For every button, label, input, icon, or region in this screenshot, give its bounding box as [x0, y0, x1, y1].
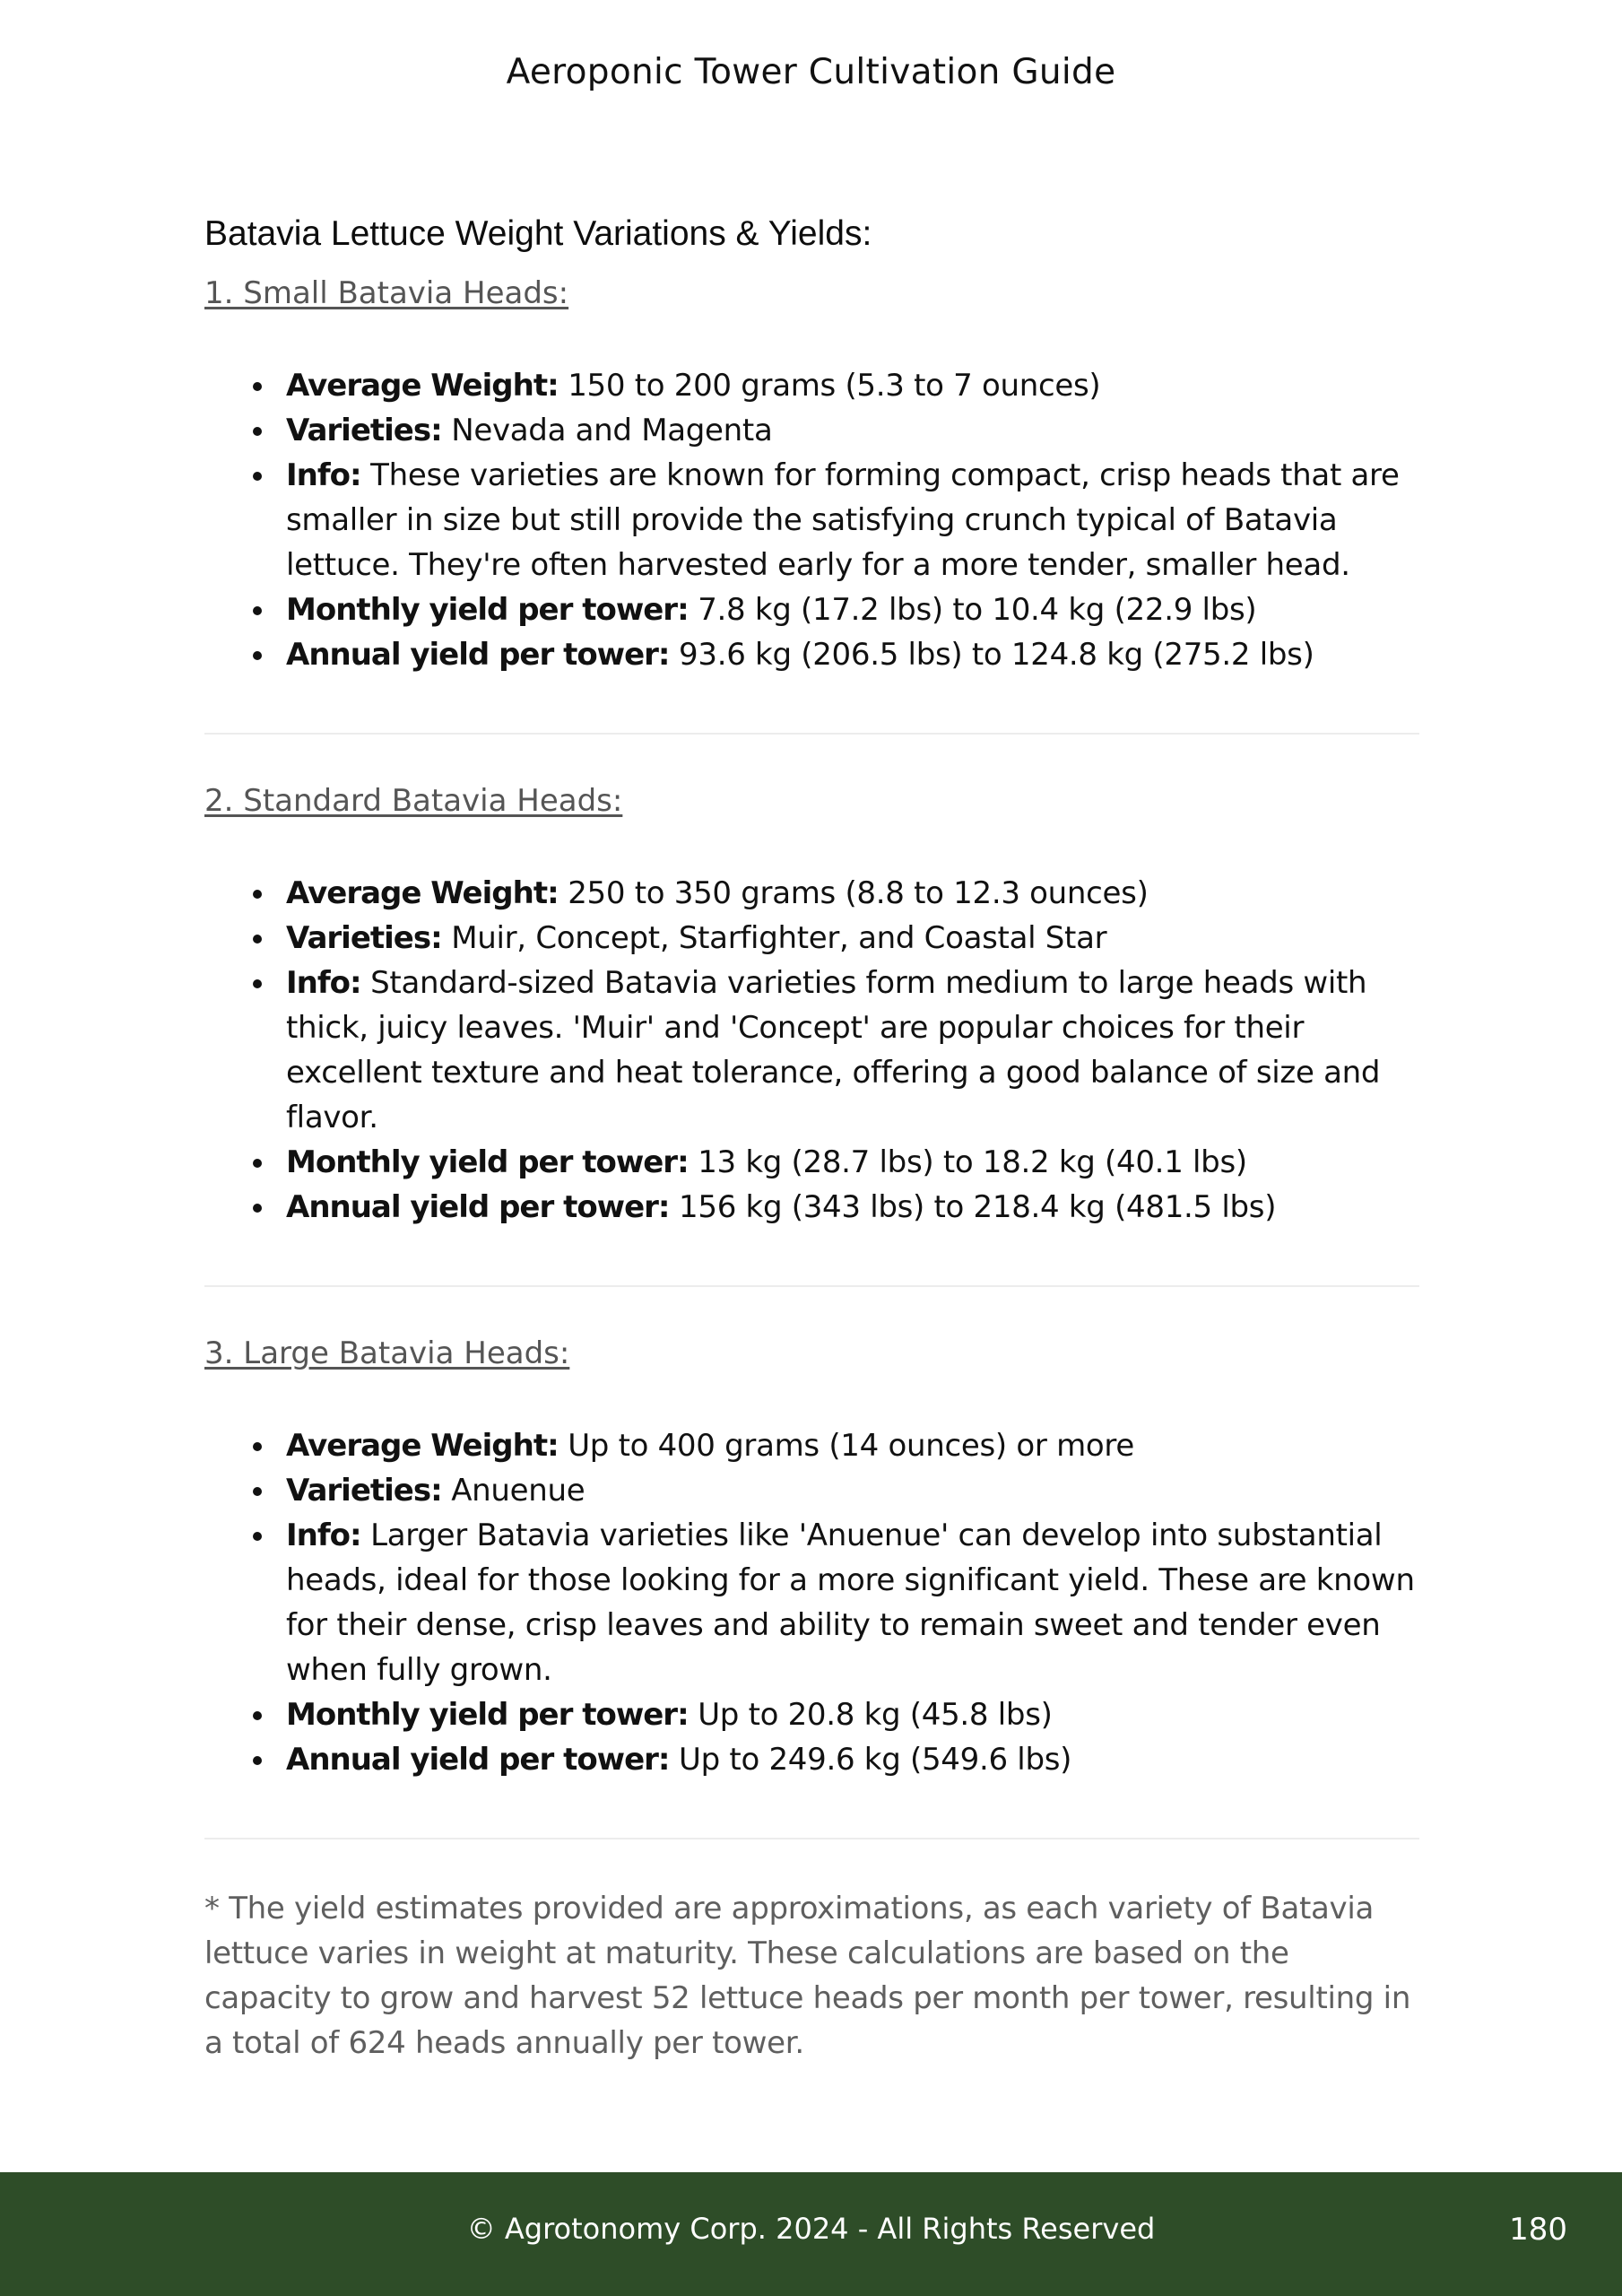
- subsection-title: 2. Standard Batavia Heads:: [204, 782, 623, 819]
- detail-item-varieties: [204, 916, 1419, 961]
- detail-value: 150 to 200 grams (5.3 to 7 ounces): [568, 367, 1101, 404]
- footer-copyright: © Agrotonomy Corp. 2024 - All Rights Reserved: [466, 2212, 1156, 2246]
- detail-label: Monthly yield per tower:: [286, 1697, 689, 1734]
- detail-item-monthly-yield: [204, 1692, 1419, 1737]
- subsection-small-heads: [204, 274, 1419, 677]
- detail-label: Annual yield per tower:: [286, 636, 670, 673]
- detail-list: [204, 363, 1419, 677]
- detail-value: 250 to 350 grams (8.8 to 12.3 ounces): [568, 875, 1149, 912]
- detail-value: 156 kg (343 lbs) to 218.4 kg (481.5 lbs): [679, 1189, 1277, 1226]
- detail-value: 93.6 kg (206.5 lbs) to 124.8 kg (275.2 lbs): [679, 636, 1314, 673]
- detail-item-monthly-yield: [204, 587, 1419, 632]
- detail-item-annual-yield: [204, 632, 1419, 677]
- detail-value: 13 kg (28.7 lbs) to 18.2 kg (40.1 lbs): [698, 1144, 1247, 1181]
- detail-label: Annual yield per tower:: [286, 1742, 670, 1779]
- divider: [204, 1285, 1419, 1287]
- detail-label: Info:: [286, 1518, 361, 1554]
- detail-label: Varieties:: [286, 412, 442, 448]
- detail-label: Average Weight:: [286, 1428, 559, 1465]
- section-heading: Batavia Lettuce Weight Variations & Yields:: [204, 214, 872, 253]
- detail-item-annual-yield: [204, 1185, 1419, 1230]
- detail-label: Average Weight:: [286, 367, 559, 404]
- detail-value: Up to 249.6 kg (549.6 lbs): [679, 1742, 1072, 1779]
- detail-value: Larger Batavia varieties like 'Anuenue' can develop into substantial heads, ideal for those looking for a more significant yield. These are known for their dense, crisp leaves and ability to remain sweet and tender even when fully grown.: [286, 1518, 1415, 1689]
- subsection-large-heads: [204, 1334, 1419, 1782]
- detail-item-average-weight: [204, 363, 1419, 408]
- detail-item-average-weight: [204, 871, 1419, 916]
- detail-value: Muir, Concept, Starfighter, and Coastal Star: [451, 920, 1107, 957]
- subsection-title: 3. Large Batavia Heads:: [204, 1335, 570, 1372]
- detail-label: Annual yield per tower:: [286, 1189, 670, 1226]
- detail-item-varieties: [204, 408, 1419, 453]
- detail-label: Varieties:: [286, 920, 442, 957]
- detail-list: [204, 1423, 1419, 1782]
- detail-item-annual-yield: [204, 1737, 1419, 1782]
- detail-value: These varieties are known for forming compact, crisp heads that are smaller in size but still provide the satisfying crunch typical of Batavia lettuce. They're often harvested early for a more tender, smaller head.: [286, 457, 1400, 583]
- detail-label: Average Weight:: [286, 875, 559, 912]
- detail-label: Monthly yield per tower:: [286, 591, 689, 628]
- page-header-title: Aeroponic Tower Cultivation Guide: [506, 52, 1116, 92]
- detail-item-info: [204, 961, 1419, 1140]
- detail-list: [204, 871, 1419, 1230]
- detail-value: Anuenue: [451, 1473, 585, 1509]
- subsection-title: 1. Small Batavia Heads:: [204, 274, 569, 311]
- footnote: * The yield estimates provided are approximations, as each variety of Batavia lettuce varies in weight at maturity. These calculations are based on the capacity to grow and harvest 52 lettuce heads per month per tower, resulting in a total of 624 heads annually per tower.: [204, 1891, 1411, 2062]
- main-content: [204, 212, 1419, 2096]
- footer-bar: [0, 2172, 1622, 2296]
- detail-item-average-weight: [204, 1423, 1419, 1468]
- detail-label: Varieties:: [286, 1473, 442, 1509]
- detail-item-info: [204, 1513, 1419, 1692]
- divider: [204, 1838, 1419, 1839]
- detail-value: Up to 400 grams (14 ounces) or more: [568, 1428, 1134, 1465]
- detail-value: 7.8 kg (17.2 lbs) to 10.4 kg (22.9 lbs): [698, 591, 1257, 628]
- page-number: 180: [1509, 2212, 1567, 2248]
- detail-label: Info:: [286, 457, 361, 493]
- detail-value: Standard-sized Batavia varieties form medium to large heads with thick, juicy leaves. 'Muir' and 'Concept' are popular choices for their excellent texture and heat tolerance, offering a good balance of size and flavor.: [286, 965, 1381, 1136]
- detail-item-info: [204, 453, 1419, 587]
- detail-item-monthly-yield: [204, 1140, 1419, 1185]
- divider: [204, 733, 1419, 735]
- detail-item-varieties: [204, 1468, 1419, 1513]
- detail-value: Up to 20.8 kg (45.8 lbs): [698, 1697, 1053, 1734]
- detail-label: Info:: [286, 965, 361, 1002]
- detail-value: Nevada and Magenta: [451, 412, 773, 448]
- detail-label: Monthly yield per tower:: [286, 1144, 689, 1181]
- subsection-standard-heads: [204, 781, 1419, 1230]
